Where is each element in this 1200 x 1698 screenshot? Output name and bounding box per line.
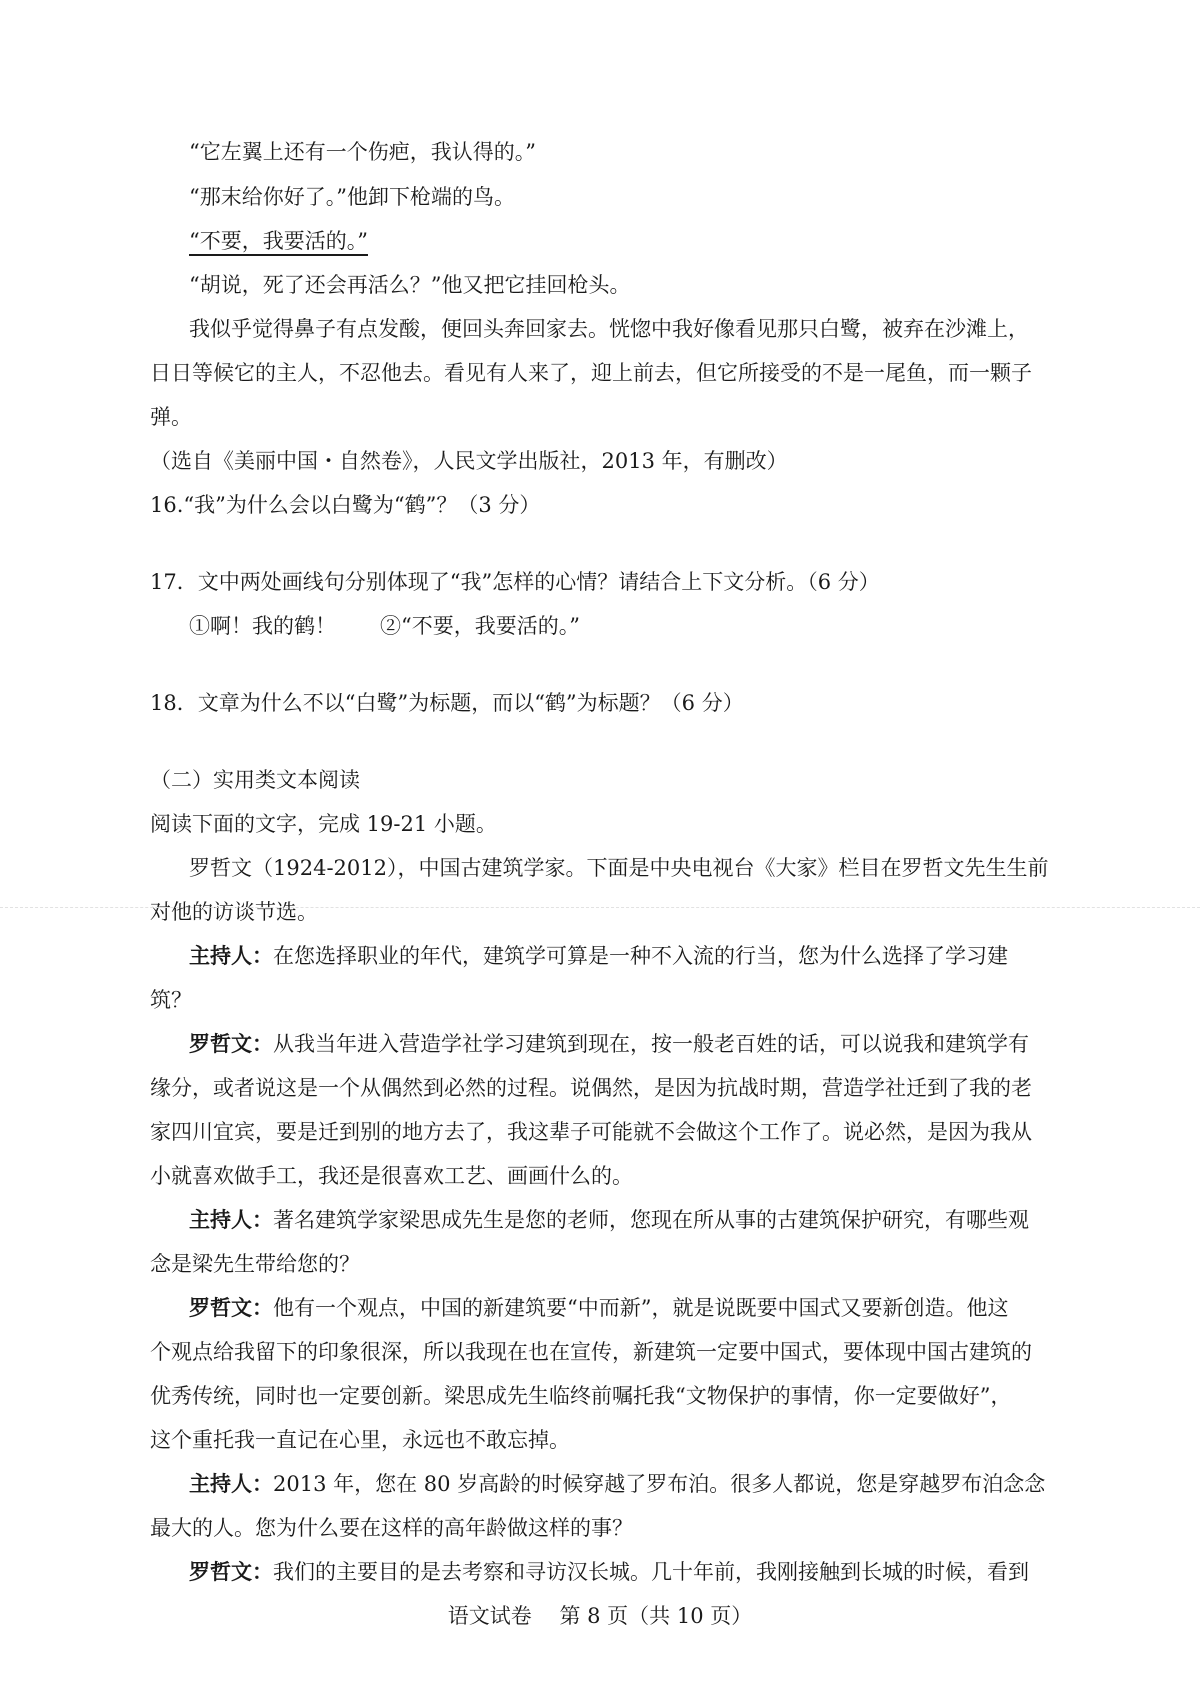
story-paragraph-2: “那末给你好了。”他卸下枪端的鸟。 xyxy=(189,185,515,209)
story-paragraph-5-line-1: 我似乎觉得鼻子有点发酸，便回头奔回家去。恍惚中我好像看见那只白鹭，被弃在沙滩上， xyxy=(189,317,1029,341)
interview-host-turn-3 xyxy=(189,1469,1045,1499)
luo-answer-1-line-2: 缘分，或者说这是一个从偶然到必然的过程。说偶然，是因为抗战时期，营造学社迁到了我的老 xyxy=(150,1076,1032,1100)
host-label: 主持人： xyxy=(189,1207,273,1232)
interview-host-turn-1 xyxy=(189,941,1008,971)
story-paragraph-1: “它左翼上还有一个伤疤，我认得的。” xyxy=(189,140,536,164)
luo-answer-2-line-2: 个观点给我留下的印象很深，所以我现在也在宣传，新建筑一定要中国式，要体现中国古建筑的 xyxy=(150,1340,1032,1364)
luo-label: 罗哲文： xyxy=(189,1031,273,1056)
story-paragraph-5-line-3: 弹。 xyxy=(150,405,192,429)
section-2-instruction: 阅读下面的文字，完成 19-21 小题。 xyxy=(150,812,497,836)
page-fold-divider xyxy=(0,907,1200,908)
luo-label: 罗哲文： xyxy=(189,1559,273,1584)
luo-answer-2-line-1: 他有一个观点，中国的新建筑要“中而新”，就是说既要中国式又要新创造。他这 xyxy=(273,1296,1009,1320)
luo-answer-2-line-3: 优秀传统，同时也一定要创新。梁思成先生临终前嘱托我“文物保护的事情，你一定要做好”， xyxy=(150,1384,1012,1408)
interview-luo-turn-1 xyxy=(189,1029,1029,1059)
host-question-2-line-1: 著名建筑学家梁思成先生是您的老师，您现在所从事的古建筑保护研究，有哪些观 xyxy=(273,1208,1029,1232)
interview-luo-turn-2 xyxy=(189,1293,1008,1323)
question-17-options xyxy=(189,611,580,641)
story-paragraph-4: “胡说，死了还会再活么？”他又把它挂回枪头。 xyxy=(189,273,631,297)
question-17: 17．文中两处画线句分别体现了“我”怎样的心情？请结合上下文分析。（6 分） xyxy=(150,570,880,594)
interview-host-turn-2 xyxy=(189,1205,1029,1235)
luo-answer-3-line-1: 我们的主要目的是去考察和寻访汉长城。几十年前，我刚接触到长城的时候，看到 xyxy=(273,1560,1029,1584)
section-2-heading: （二）实用类文本阅读 xyxy=(150,768,360,792)
host-label: 主持人： xyxy=(189,943,273,968)
question-17-option-1: ①啊！我的鹤！ xyxy=(189,614,336,638)
host-label: 主持人： xyxy=(189,1471,273,1496)
luo-answer-2-line-4: 这个重托我一直记在心里，永远也不敢忘掉。 xyxy=(150,1428,570,1452)
section-2-intro-line-2: 对他的访谈节选。 xyxy=(150,900,318,924)
luo-label: 罗哲文： xyxy=(189,1295,273,1320)
luo-answer-1-line-4: 小就喜欢做手工，我还是很喜欢工艺、画画什么的。 xyxy=(150,1164,633,1188)
question-16: 16.“我”为什么会以白鹭为“鹤”？（3 分） xyxy=(150,493,541,517)
host-question-1-line-2: 筑？ xyxy=(150,988,192,1012)
question-17-option-2: ②“不要，我要活的。” xyxy=(380,614,580,638)
page-footer: 语文试卷 第 8 页（共 10 页） xyxy=(447,1604,753,1628)
luo-answer-1-line-1: 从我当年进入营造学社学习建筑到现在，按一般老百姓的话，可以说我和建筑学有 xyxy=(273,1032,1029,1056)
host-question-3-line-1: 2013 年，您在 80 岁高龄的时候穿越了罗布泊。很多人都说，您是穿越罗布泊念念 xyxy=(273,1472,1046,1496)
luo-answer-1-line-3: 家四川宜宾，要是迁到别的地方去了，我这辈子可能就不会做这个工作了。说必然，是因为我从 xyxy=(150,1120,1032,1144)
story-underlined-sentence: “不要，我要活的。” xyxy=(189,229,368,253)
section-2-intro-line-1: 罗哲文（1924-2012），中国古建筑学家。下面是中央电视台《大家》栏目在罗哲文先生生前 xyxy=(189,856,1049,880)
story-source-citation: （选自《美丽中国・自然卷》，人民文学出版社，2013 年，有删改） xyxy=(150,449,788,473)
host-question-2-line-2: 念是梁先生带给您的？ xyxy=(150,1252,360,1276)
interview-luo-turn-3 xyxy=(189,1557,1029,1587)
host-question-1-line-1: 在您选择职业的年代，建筑学可算是一种不入流的行当，您为什么选择了学习建 xyxy=(273,944,1008,968)
question-18: 18．文章为什么不以“白鹭”为标题，而以“鹤”为标题？（6 分） xyxy=(150,691,744,715)
host-question-3-line-2: 最大的人。您为什么要在这样的高年龄做这样的事？ xyxy=(150,1516,633,1540)
story-paragraph-5-line-2: 日日等候它的主人，不忍他去。看见有人来了，迎上前去，但它所接受的不是一尾鱼，而一颗子 xyxy=(150,361,1032,385)
